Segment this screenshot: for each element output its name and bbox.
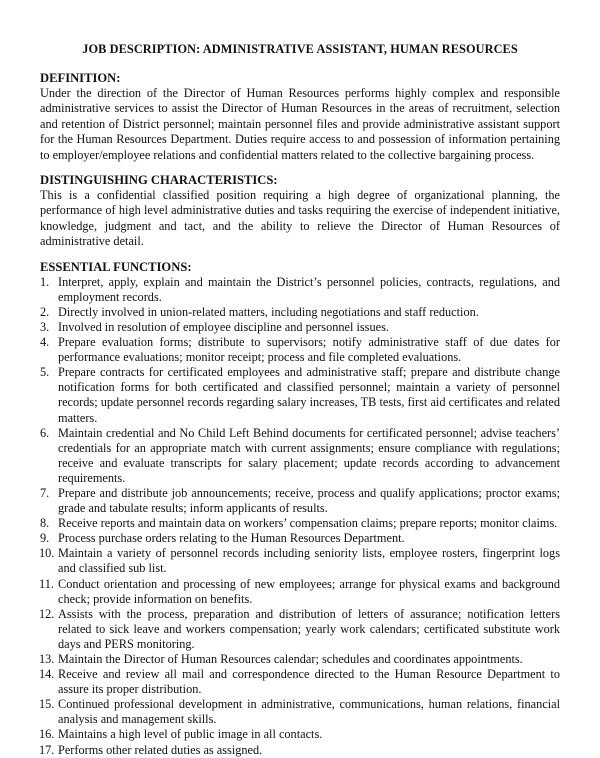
item-text: Continued professional development in administrative, communications, human relations, financial analysis and management skills.	[58, 697, 560, 727]
item-text: Interpret, apply, explain and maintain the District’s personnel policies, contracts, regulations, and employment records.	[58, 274, 560, 304]
essential-section	[40, 260, 560, 758]
essential-heading: ESSENTIAL FUNCTIONS:	[40, 259, 192, 274]
item-number: 10.	[39, 546, 55, 561]
list-item	[40, 365, 560, 425]
item-number: 1.	[40, 274, 50, 289]
list-item	[40, 516, 560, 531]
item-text: Maintain a variety of personnel records including seniority lists, employee rosters, fingerprint logs and classified sub list.	[58, 546, 560, 576]
item-number: 16.	[39, 727, 55, 742]
item-text: Assists with the process, preparation and distribution of letters of assurance; notification letters related to sick leave and workers compensation; yearly work calendars; certificated substitute work days and PERS monitoring.	[58, 606, 560, 651]
item-text: Conduct orientation and processing of new employees; arrange for physical exams and background check; provide information on benefits.	[58, 576, 560, 606]
item-text: Prepare and distribute job announcements; receive, process and qualify applications; proctor exams; grade and tabulate results; inform applicants of results.	[58, 485, 560, 516]
document-title: JOB DESCRIPTION: ADMINISTRATIVE ASSISTANT, HUMAN RESOURCES	[82, 42, 518, 56]
item-text: Maintains a high level of public image in all contacts.	[58, 727, 323, 742]
list-item	[40, 305, 560, 320]
item-text: Process purchase orders relating to the Human Resources Department.	[58, 531, 405, 546]
item-number: 12.	[39, 606, 55, 621]
item-number: 8.	[40, 516, 50, 531]
item-text: Receive and review all mail and correspondence directed to the Human Resource Department to assure its proper distribution.	[58, 667, 560, 697]
item-text: Involved in resolution of employee discipline and personnel issues.	[58, 319, 389, 334]
essential-functions-list	[40, 275, 560, 758]
item-text: Prepare evaluation forms; distribute to supervisors; notify administrative staff of due dates for performance evaluations; monitor receipt; process and file completed evaluations.	[58, 335, 560, 365]
item-number: 3.	[40, 319, 50, 334]
item-number: 15.	[39, 697, 55, 712]
item-number: 4.	[40, 335, 50, 350]
item-number: 7.	[40, 485, 50, 500]
list-item	[40, 607, 560, 652]
list-item	[40, 531, 560, 546]
item-number: 17.	[39, 742, 55, 757]
item-number: 9.	[40, 531, 50, 546]
item-number: 11.	[39, 576, 54, 591]
item-number: 5.	[40, 365, 50, 380]
list-item	[40, 743, 560, 758]
list-item	[40, 320, 560, 335]
distinguishing-section	[40, 173, 560, 250]
list-item	[40, 335, 560, 365]
definition-text: Under the direction of the Director of Human Resources performs highly complex and responsible administrative services to assist the Director of Human Resources in the areas of recruitment, selection and retention of District personnel; maintain personnel files and provide administrative assistant support for the Human Resources Department. Duties require access to and possession of information pertaining to employer/employee relations and confidential matters related to the collective bargaining process.	[40, 86, 560, 162]
definition-section	[40, 71, 560, 163]
list-item	[40, 546, 560, 576]
list-item	[40, 667, 560, 697]
item-number: 6.	[40, 425, 50, 440]
definition-heading: DEFINITION:	[40, 71, 121, 85]
list-item	[40, 697, 560, 727]
list-item	[40, 577, 560, 607]
list-item	[40, 486, 560, 516]
item-number: 2.	[40, 304, 50, 319]
item-text: Maintain the Director of Human Resources calendar; schedules and coordinates appointments.	[58, 652, 523, 666]
item-text: Directly involved in union-related matters, including negotiations and staff reduction.	[58, 304, 479, 319]
item-text: Performs other related duties as assigned.	[58, 742, 263, 757]
item-text: Prepare contracts for certificated employees and administrative staff; prepare and distribute change notification forms for both certificated and classified personnel; maintain a variety of personnel records; update personnel records regarding salary increases, TB tests, first aid certificates and related matters.	[58, 365, 560, 425]
list-item	[40, 426, 560, 486]
item-number: 14.	[39, 667, 55, 682]
distinguishing-text: This is a confidential classified position requiring a high degree of organizational planning, the performance of high level administrative duties and tasks requiring the exercise of independent initiative, knowledge, judgment and tact, and the ability to relieve the Director of Human Resources of administrative detail.	[40, 188, 560, 249]
item-text: Maintain credential and No Child Left Behind documents for certificated personnel; advise teachers’ credentials for an appropriate match with current assignments; ensure compliance with regulations; receive and evaluate transcripts for salary placement; update records according to advancement requirements.	[58, 425, 560, 485]
item-text: Receive reports and maintain data on workers’ compensation claims; prepare reports; monitor claims.	[58, 516, 558, 531]
distinguishing-heading: DISTINGUISHING CHARACTERISTICS:	[40, 173, 278, 188]
list-item	[40, 652, 560, 667]
list-item	[40, 275, 560, 305]
item-number: 13.	[39, 652, 55, 666]
